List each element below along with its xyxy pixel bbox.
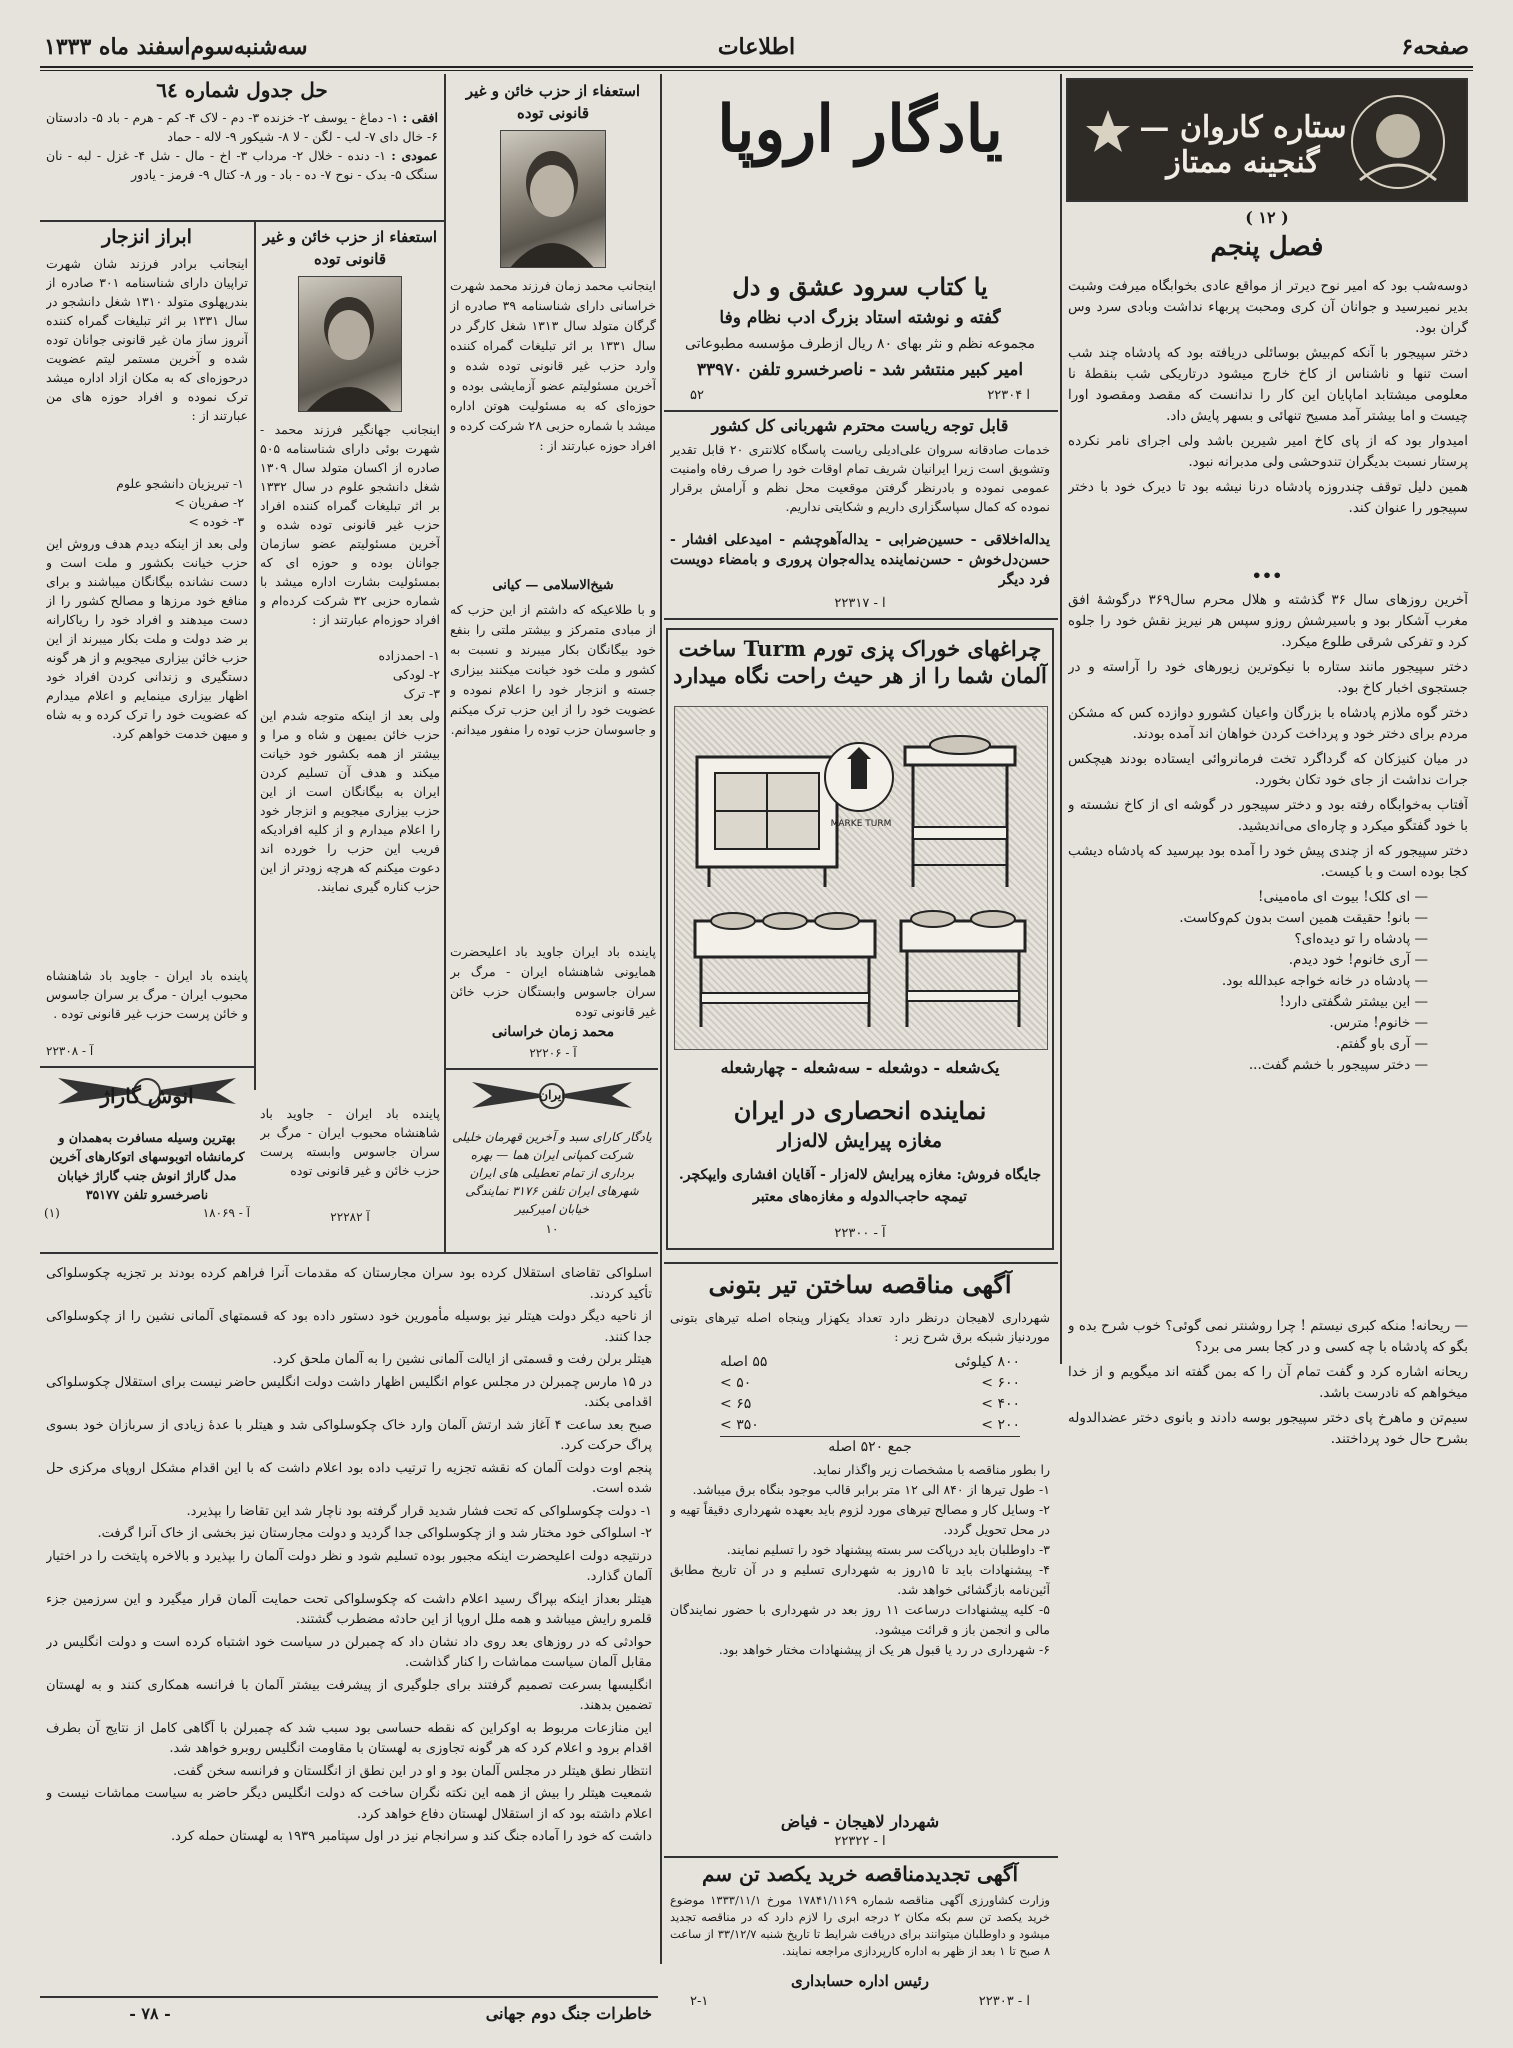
member-item: ۳- ترک — [403, 686, 440, 701]
section-rule — [664, 1856, 1058, 1858]
ad-code: آ ۲۲۲۸۲ — [330, 1210, 370, 1224]
tender1-intro: شهرداری لاهیجان درنظر دارد تعداد یکهزار وپنجاه اصله تیرهای بتونی موردنیاز شبکه برق شرح زیر : — [670, 1310, 1050, 1344]
disclaimer-members — [74, 474, 244, 531]
dialogue-line: — آری خانوم! خود دیدم. — [1288, 952, 1428, 968]
disclaimer-body2: ولی بعد از اینکه دیدم هدف ورو‌ش این حزب خیانت بکشور و ملت است و دست نشانده بیگانگان میباشند و برای منافع خود مرزها و مصالح کشور را از دست میدهند و افراد خود را ریاکارانه بر ضد دولت و ملت بکار میبرند از این حزب خائن بیزاری میجویم و از هر گونه دستگیری و زندانی کردن افراد خود اظهار بیزاری مینمایم و اعلام میدارم که عضویت خود را ترک کرده و به شاه و میهن خدمت خواهم کرد. — [46, 536, 248, 741]
crossword-across: ۱- دماغ - یوسف ۲- خزنده ۳- دم - لاک ۴- کم - هرم - باد ۵- دادستان ۶- خال دای ۷- لب - لگن - لا ۸- شیکور ۹- لاله - حماد — [46, 110, 438, 144]
ad-code: ۲-۱ — [690, 1994, 709, 2009]
serial-masthead-title: ستاره کاروان — گنجینه ممتاز — [1139, 110, 1347, 180]
column-rule — [254, 220, 256, 1090]
yadegar-ad — [666, 80, 1054, 190]
section-rule — [40, 1996, 658, 1998]
disclaimer-title: ابراز انزجار — [102, 226, 192, 248]
ad-code: ۱۰ — [545, 1222, 559, 1236]
serial-masthead — [1066, 78, 1468, 202]
tender1-body — [670, 1460, 1050, 1860]
tender-paragraph: ۱- طول تیرها از ۸۴۰ الی ۱۲ متر برابر قالب موجود بنگاه برق میباشد. — [692, 1482, 1050, 1497]
ww2-serial-body — [46, 1264, 652, 1994]
section-rule — [664, 1262, 1058, 1264]
ww2-paragraph: شمعیت هیتلر را بیش از همه این نکته نگران ساخت که دولت انگلیس دیگر حاضر به سیاست مماشات نیست و اعلام داشته بود که از استقلال لهستان دفاع خواهد کرد. — [46, 1786, 652, 1822]
resignation1-slogan: پاینده باد ایران جاوید باد اعلیحضرت همایونی شاهنشاه ایران - مرگ بر سران جاسوس وابستگان حزب خائن غیر قانونی توده — [450, 944, 656, 1019]
table-row — [720, 1415, 1020, 1436]
turm-agent: نماینده انحصاری در ایران — [733, 1096, 987, 1125]
crossword-across-label: افقی : — [402, 110, 438, 125]
tender-paragraph: را بطور مناقصه با مشخصات زیر واگذار نماید. — [812, 1462, 1050, 1477]
turm-headline: چراغهای خوراک پزی تورم Turm ساخت — [678, 636, 1042, 661]
anush-logo-text: انوش گاراژ — [100, 1084, 194, 1108]
ad-code: (۱) — [44, 1206, 60, 1220]
ww2-paragraph: حوادثی که در روزهای بعد روی داد نشان داد که چمبرلن در سیاست خود اشتباه کرده است و دولت انگلیس در مقابل آلمان سیاست مماشات را کنار گذاشت. — [46, 1634, 652, 1670]
serial-number: ( ۱۲ ) — [1245, 208, 1289, 227]
yadegar-codes — [690, 388, 1030, 403]
header-rule-thin — [40, 70, 1473, 71]
ww2-paragraph: اسلواکی تقاضای استقلال کرده بود سران مجارستان که مقدمات آنرا فراهم کرده بودند بر تجزیه چکوسلواکی تأکید کردند. — [46, 1266, 652, 1302]
ad-code: آ - ۲۲۳۰۳ — [978, 1994, 1030, 2009]
ww2-paragraph: هیتلر بعداز اینکه بپراگ رسید اعلام داشت که چکوسلواکی تحت حمایت آلمان قرار میگیرد و این سرزمین جزء قلمرو رایش میباشد و همه ملل اروپا از این حادثه مضطرب گشتند. — [46, 1591, 652, 1627]
ww2-paragraph: این منازعات مربوط به اوکراین که نقطه حساسی بود سبب شد که چمبرلن با آگاهی کامل از نتایج آن بطرف اقدام برود و اعلام کرد که هر گونه تجاوزی به لهستان با مقاومت انگلیس روبرو خواهد شد. — [46, 1720, 652, 1756]
dialogue-line: — خانوم! مترس. — [1329, 1015, 1428, 1031]
column-rule — [444, 74, 446, 1252]
section-rule — [40, 220, 444, 222]
dialogue-line: — دختر سپیجور با خشم گفت... — [1248, 1057, 1428, 1073]
section-rule — [40, 1252, 658, 1254]
table-cell: ۲۰۰ > — [981, 1417, 1020, 1433]
tender2-signature: رئیس اداره حسابداری — [790, 1972, 930, 1990]
tender2-codes — [690, 1994, 1030, 2009]
disclaimer-body: اینجانب برادر فرزند شان شهرت تراپیان دارای شناسنامه ۳۰۱ صادره از بندرپهلوی متولد ۱۳۱۰ شغل دانشجو در سال ۱۳۳۱ بر اثر تبلیغات گمراه کننده آنروز ساز مان غیر قانونی جوانان توده شده و آخرین مستمر لیتم عضویت درحوزه‌ای که به مکان ازاد اداره میشد ترک نموده و افراد حوزه های من عبارتند از : — [46, 256, 248, 423]
section-rule — [40, 1066, 254, 1068]
dialogue-line: — بانو! حقیقت همین است بدون کم‌وکاست. — [1179, 910, 1428, 926]
resignation1-body: اینجانب محمد زمان فرزند محمد شهرت خراسانی دارای شناسنامه ۳۹ صادره از گرگان متولد سال ۱۳۱۳ شغل کارگر در سال ۱۳۳۱ بر اثر تبلیغات گمراه کننده وارد حزب غیر قانونی توده شده و آخرین مسئولیتم عضو آزمایشی بوده و حوزه‌ای که به مسئولیت هوتن اداره میشد با شماره حزبی ۲۸ شرکت کرده و افراد حوزه عبارتند از : — [450, 278, 656, 453]
table-cell: ۸۰۰ کیلوئی — [954, 1354, 1020, 1370]
member-item: ۲- لودکی — [392, 667, 440, 682]
thanks-title: قابل توجه ریاست محترم شهربانی کل کشور — [711, 416, 1009, 435]
column-rule — [660, 74, 662, 1964]
iran-ad-body: یادگار کارای سبد و آخرین قهرمان خلیلی شرکت کمپانی ایران هما — بهره برداری از تمام تعطیلی های ایران شهرهای ایران تلفن ۳۱۷۶ نمایندگی خیابان امیرکبیر — [452, 1130, 652, 1216]
serial-paragraph: دوسه‌شب بود که امیر نوح دیرتر از مواقع عادی بخوابگاه میرفت وشبت بدیر نمیرسید و جوانان آن کری ومحبت پربهاء نداشت وبادی سرد وس گران بود. — [1068, 278, 1468, 336]
serial-paragraph: سیم‌تن و ماهرخ پای دختر سپیجور بوسه دادند و بانوی دختر عضدالدوله بشرح حال خود پرداختند. — [1068, 1410, 1468, 1447]
serial-paragraph: آخرین روزهای سال ۳۶ گذشته و هلال محرم سال۳۶۹ درگوشهٔ افق مغرب آشکار بود و باسیرشش روزو سپس هر نیریز نقش خود را جلوه کرد و تفرکی شرقی طلوع میکرد. — [1068, 592, 1468, 650]
serial-intro — [1068, 276, 1468, 561]
table-row — [720, 1394, 1020, 1415]
portrait-photo — [298, 276, 402, 412]
turm-ad — [666, 628, 1054, 1250]
ww2-paragraph: ۲- اسلواکی خود مختار شد و از چکوسلواکی جدا گردید و دولت مجارستان نیز بخشی از خاک آنرا گرفت. — [97, 1526, 652, 1541]
ww2-paragraph: در ۱۵ مارس چمبرلن در مجلس عوام انگلیس اظهار داشت دولت انگلیس حاضر نیست برای استقلال چکوسلواکی اقدامی بکند. — [46, 1374, 652, 1410]
serial-paragraph: دختر سپیجور که از چندی پیش خود را آمده بود بپرسید که پادشاه دیشب کجا بوده است و با کیست. — [1068, 843, 1468, 880]
tender-paragraph: ۲- وسایل کار و مصالح تیرهای مورد لزوم باید بعهده شهرداری دقیقاً تهیه و در محل تحویل گردد. — [670, 1502, 1050, 1537]
paper-name: اطلاعات — [717, 34, 796, 60]
anush-ad — [44, 1072, 250, 1248]
serial-dialogue — [1068, 887, 1468, 1076]
resignation2-members — [290, 646, 440, 703]
serial-paragraph: دختر گوه ملازم پادشاه با بزرگان واعیان کشورو دوازده کس که مشکن مردم برای دختر خود و پرداخت کردن خواهان اند آمده بودند. — [1068, 705, 1468, 742]
resignation1-body2: و با طلاعیکه که داشتم از این حزب که از مبادی متمرکز و بیشتر ملتی را بنفع خود بیگانگان بکار میبرند و نسبت به کشور و ملت خود خیانت میکنند بیزاری جسته و انزجار خود را اعلام نموده و عضویت خود را از این حزب ترک میکنم و جاسوسان حزب توده را منفور میدانم. — [450, 602, 656, 737]
tender2-body: وزارت کشاورزی آگهی مناقصه شماره ۱۷۸۴۱/۱۱۶۹ مورخ ۱۳۳۳/۱۱/۱ موضوع خرید یکصد تن سم بکه مکان ۲ درجه ابری را لازم دارد که در مناقصه تجدید میشود و داوطلبان میتوانند برای دریافت شرایط تا تاریخ شنبه ۳۳/۱۲/۷ از ساعت ۸ صبح تا ۱ بعد از ظهر به اداره کارپردازی مراجعه نمایند. — [670, 1893, 1050, 1958]
tender1-title: آگهی مناقصه ساختن تیر بتونی — [708, 1270, 1012, 1299]
stove-illustration — [674, 706, 1048, 1050]
ww2-page-number: - ۷۸ - — [129, 2004, 171, 2023]
serial-paragraph: آفتاب به‌خوابگاه رفته بود و دختر سپیجور در گوشه ای از کاخ نشسته و با خود گفتگو میکرد و چاره‌ای می‌اندیشید. — [1068, 797, 1468, 834]
ww2-paragraph: انتظار نطق هیتلر در مجلس آلمان بود و او در این نطق از انگلستان و فرانسه سخن گفت. — [172, 1763, 652, 1779]
section-rule — [664, 410, 1058, 412]
crossword-solution — [46, 108, 438, 216]
yadegar-title: یادگار اروپا — [717, 92, 1003, 167]
ad-code: آ - ۲۲۲۰۶ — [529, 1046, 577, 1060]
member-item: ۲- صفریان > — [174, 495, 244, 510]
table-row — [720, 1352, 1020, 1373]
table-cell: ۴۰۰ > — [981, 1396, 1020, 1412]
resignation2-body2: ولی بعد از اینکه متوجه شدم این حزب خائن بمیهن و شاه و مرا و بیشتر از همه بکشور خود خیانت میکند و هدف آن تسلیم کردن ایران به بیگانگان است از این حزب بیزاری میجویم و انزجار خود را اعلام میدارم و از کلیه افرادیکه فریب این حزب را خورده اند دعوت میکنم که هرچه زودتر از این حزب کناره گیری نمایند. — [260, 708, 440, 894]
resignation1-members: شیخ‌الاسلامی — کیانی — [492, 578, 614, 593]
resignation1-title: استعفاء از حزب خائن و غیر قانونی توده — [465, 82, 641, 122]
iran-ad — [452, 1074, 652, 1244]
ww2-paragraph: داشت که خود را آماده جنگ کند و سرانجام نیز در اول سپتامبر ۱۹۳۹ به لهستان حمله کرد. — [170, 1829, 652, 1844]
crossword-title: حل جدول شماره ٦٤ — [156, 78, 328, 102]
table-cell: ۳۵۰ > — [720, 1417, 759, 1433]
tender1-table — [720, 1352, 1020, 1458]
ad-code: آ - ۲۲۳۰۰ — [834, 1226, 886, 1241]
disclaimer-slogan: پاینده باد ایران - جاوید باد شاهنشاه محبوب ایران - مرگ بر سران جاسوس و خائن پرست حزب غیر قانونی توده . — [46, 968, 248, 1021]
serial-paragraph: دختر سپیجور مانند ستاره با نیکوترین زیورهای خود را آراسته و در جستجوی اخبار کاخ بود. — [1068, 659, 1468, 696]
yadegar-author: گفته و نوشته استاد بزرگ ادب نظام وفا — [719, 308, 1001, 328]
section-stars: ••• — [1251, 566, 1283, 585]
ad-code: آ ۲۲۳۰۴ — [987, 388, 1030, 403]
resignation2-body: اینجانب جهانگیر فرزند محمد - شهرت بوئی دارای شناسنامه ۵۰۵ صادره از اکسان متولد سال ۱۳۰۹ شغل دانشجو علوم در سال ۱۳۳۲ بر اثر تبلیغات گمراه کننده افراد حزب غیر قانونی توده شده و آخرین مسئولیتم عضو سازمان جوانان بوده و حوزه ای که بمسئولیت بشارت اداره میشد با شماره حزبی ۳۲ شرکت کرده‌ام و افراد حوزه‌ام عبارتند از : — [260, 422, 440, 627]
ad-code: آ - ۱۸۰۶۹ — [202, 1206, 250, 1220]
ad-code: آ - ۲۲۳۰۸ — [46, 1044, 94, 1058]
serial-paragraph: ریحانه اشاره کرد و گفت تمام آن را که بمن گفته اند میگویم و از خدا میخواهم که نادرست باشد. — [1068, 1364, 1468, 1401]
yadegar-publisher: مجموعه نظم و نثر بهای ۸۰ ریال ازطرف مؤسسه مطبوعاتی — [685, 336, 1035, 352]
page-label: صفحه۶ — [1401, 34, 1469, 60]
turm-headline: آلمان شما را از هر حیث راحت نگاه میدارد — [673, 663, 1047, 688]
section-rule — [446, 1068, 658, 1070]
resignation2-title: استعفاء از حزب خائن و غیر قانونی توده — [262, 228, 438, 268]
yadegar-address: امیر کبیر منتشر شد - ناصرخسرو تلفن ۳۳۹۷۰ — [696, 360, 1024, 380]
chapter-title: فصل پنجم — [1210, 232, 1324, 262]
column-rule — [1060, 74, 1062, 1364]
ww2-footer-title: خاطرات جنگ دوم جهانی — [485, 2004, 652, 2023]
serial-paragraph: دختر سپیجور با آنکه کم‌بیش بوسائلی دریافته بود که پادشاه چند شب است تنها و ناشناس از کاخ خارج میشود درتاریکی شب بنقطهٔ نا معلومی میشتابد اماپایان این کار را ندانست که مقصد ومقصود اورا چیست و اما بیشتر آمد مسیح تنهائی و بسهر پایش داد. — [1068, 345, 1468, 424]
tender-paragraph: ۳- داوطلبان باید درپاکت سر بسته پیشنهاد خود را تسلیم نمایند. — [726, 1542, 1050, 1557]
tender-paragraph: ۴- پیشنهادات باید تا ۱۵روز به شهرداری تسلیم و در آن تاریخ مطابق آئین‌نامه بازگشائی خواهد شد. — [670, 1562, 1050, 1597]
ww2-paragraph: درنتیجه دولت اعلیحضرت اینکه مجبور بوده تسلیم شود و نظر دولت آلمان را بپذیرد و بالاخره پایتخت را در اختیار آلمان گذارد. — [46, 1548, 652, 1584]
ad-code: ۵۲ — [690, 388, 704, 403]
ww2-paragraph: پنجم اوت دولت آلمان که نقشه تجزیه را ترتیب داده بود اعلام داشت که با این اقدام مشکل اروپای مرکزی حل شده است. — [46, 1460, 652, 1496]
turm-sales: جایگاه فروش: مغازه پیرایش لاله‌زار - آقایان افشاری وایپکچر. تیمچه حاجب‌الدوله و مغازه‌های معتبر — [678, 1167, 1042, 1205]
member-item: ۱- احمدزاده — [378, 648, 440, 663]
crossword-down-label: عمودی : — [391, 148, 438, 163]
turm-agent-name: مغازه پیرایش لاله‌زار — [777, 1130, 943, 1152]
dialogue-line: — این بیشتر شگفتی دارد! — [1279, 994, 1428, 1010]
ww2-paragraph: از ناحیه دیگر دولت هیتلر نیز بوسیله مأمورین خود دستور داده بود که قسمتهای آلمانی نشین را از چکوسلواکی جدا کنند. — [46, 1309, 652, 1345]
turm-variants: یک‌شعله - دوشعله - سه‌شعله - چهارشعله — [720, 1058, 1000, 1077]
serial-paragraph: در میان کنیزکان که گرداگرد تخت فرمانروائی ایستاده بودند هیچکس جرات نداشت از جای خود تکان بخورد. — [1068, 751, 1468, 788]
dialogue-line: — پادشاه در خانه خواجه عبدالله بود. — [1221, 973, 1428, 989]
table-cell: ۶۵ > — [720, 1396, 752, 1412]
thanks-body: خدمات صادقانه سروان علی‌ادیلی ریاست پاسگاه کلانتری ۲۰ قابل تقدیر وتشویق است زیرا ایرانیان شریف تمام اوقات خود را صرف رفاه وامنیت عمومی نموده و بادرنظر گرفتن موقعیت محل نظم و آرامش برقرار نموده که کمال سپاسگزاری داریم و شکایتی نداریم. — [670, 442, 1050, 514]
anush-ad-body: بهترین وسیله مسافرت به‌همدان و کرمانشاه اتوبوسهای اتوکارهای آخرین مدل گاراژ انوش جنب گاراژ خیابان ناصرخسرو تلفن ۳۵۱۷۷ — [49, 1130, 245, 1202]
member-item: ۳- خوده > — [188, 514, 244, 529]
table-cell: ۵۵ اصله — [720, 1354, 768, 1370]
resignation1-signature: محمد زمان خراسانی — [491, 1024, 615, 1040]
ww2-paragraph: صبح بعد ساعت ۴ آغاز شد ارتش آلمان وارد خاک چکوسلواکی شد و هیتلر با عدهٔ زیادی از سربازان خود بسوی پراگ حرکت کرد. — [46, 1417, 652, 1453]
header-rule — [40, 66, 1473, 68]
ad-code: آ - ۲۲۳۱۷ — [834, 596, 886, 611]
dialogue-line: — پادشاه را تو دیده‌ای؟ — [1294, 931, 1428, 947]
portrait-icon — [500, 131, 605, 268]
tender-paragraph: ۶- شهرداری در رد یا قبول هر یک از پیشنهادات مختار خواهد بود. — [718, 1642, 1050, 1657]
ww2-paragraph: انگلیسها بسرعت تصمیم گرفتند برای جلوگیری از پیشرفت بیشتر آلمان با فرانسه همکاری کنند و به لهستان تضمین بدهند. — [46, 1677, 652, 1713]
tender2-title: آگهی تجدیدمناقصه خرید یکصد تن سم — [701, 1862, 1019, 1886]
issue-date: سه‌شنبه‌سوم‌اسفند ماه ۱۳۳۳ — [44, 34, 308, 60]
thanks-signers: یداله‌اخلاقی - حسین‌ضرابی - یداله‌آهو‌چشم - امیدعلی افشار - حسن‌دل‌خوش - حسن‌نماینده یداله‌جوان پروری و بامضاء دویست فرد دیگر — [670, 532, 1050, 588]
dialogue-line: — آری باو گفتم. — [1335, 1036, 1428, 1052]
table-cell: ۶۰۰ > — [981, 1375, 1020, 1391]
table-row — [720, 1373, 1020, 1394]
crossword-down: ۱- دنده - خلال ۲- مرداب ۳- اخ - مال - شل ۴- غزل - لبه - نان سنگک ۵- بدک - نوح ۷- ده - باد - ور ۸- کتال ۹- فرمز - یادور — [46, 148, 438, 182]
serial-paragraph: امیدوار بود که از پای کاخ امیر شیرین باشد ولی اجرای نامر نکرده پرستار نسبت بدیگران تندوحشی ولی مدبرانه نبود. — [1068, 433, 1468, 470]
serial-paragraph: همین دلیل توقف چندروزه پادشاه درنا نیشه بود تا دیرک خود با دختر سپیجور را عنوان کند. — [1068, 479, 1468, 516]
serial-body — [1068, 590, 1468, 1310]
dialogue-line: — ای کلک! بیوت ای ماه‌مینی! — [1258, 889, 1428, 905]
stove-icon — [675, 707, 1047, 1049]
ww2-paragraph: ۱- دولت چکوسلواکی که تحت فشار شدید قرار گرفته بود ناچار شد این تقاضا را بپذیرد. — [186, 1503, 652, 1519]
section-rule — [664, 618, 1058, 620]
turm-brand: MARKE TURM — [830, 819, 892, 829]
portrait-icon — [298, 277, 401, 412]
table-cell: ۵۰ > — [720, 1375, 752, 1391]
table-total: جمع ۵۲۰ اصله — [720, 1436, 1020, 1458]
resignation2-slogan: پاینده باد ایران - جاوید باد شاهنشاه محبوب ایران - مرگ بر سران جاسوس وابسته پرست حزب خائن و غیر قانونی توده — [260, 1106, 440, 1178]
member-item: ۱- تبریزیان دانشجو علوم — [116, 476, 244, 491]
tender-paragraph: ۵- کلیه پیشنهادات درساعت ۱۱ روز بعد در شهرداری با حضور نمایندگان مالی و انجمن باز و قرائت میشود. — [670, 1602, 1050, 1637]
yadegar-subtitle: یا کتاب سرود عشق و دل — [732, 272, 988, 301]
iran-logo-text: ایران — [539, 1088, 565, 1102]
serial-paragraph: — ریحانه! منکه کبری نیستم ! چرا روشنتر نمی گوئی؟ خوب شرح بده و بگو که پادشاه با چه کسی و در کجا بسر می برد؟ — [1068, 1318, 1468, 1355]
ad-code: ا - ۲۲۳۲۲ — [834, 1834, 886, 1849]
portrait-photo — [500, 130, 606, 268]
serial-body-cont — [1068, 1316, 1468, 1996]
tender1-signature: شهردار لاهیجان - فیاض — [780, 1812, 940, 1831]
ww2-paragraph: هیتلر برلن رفت و قسمتی از ایالت آلمانی نشین را به آلمان ملحق کرد. — [272, 1352, 652, 1367]
